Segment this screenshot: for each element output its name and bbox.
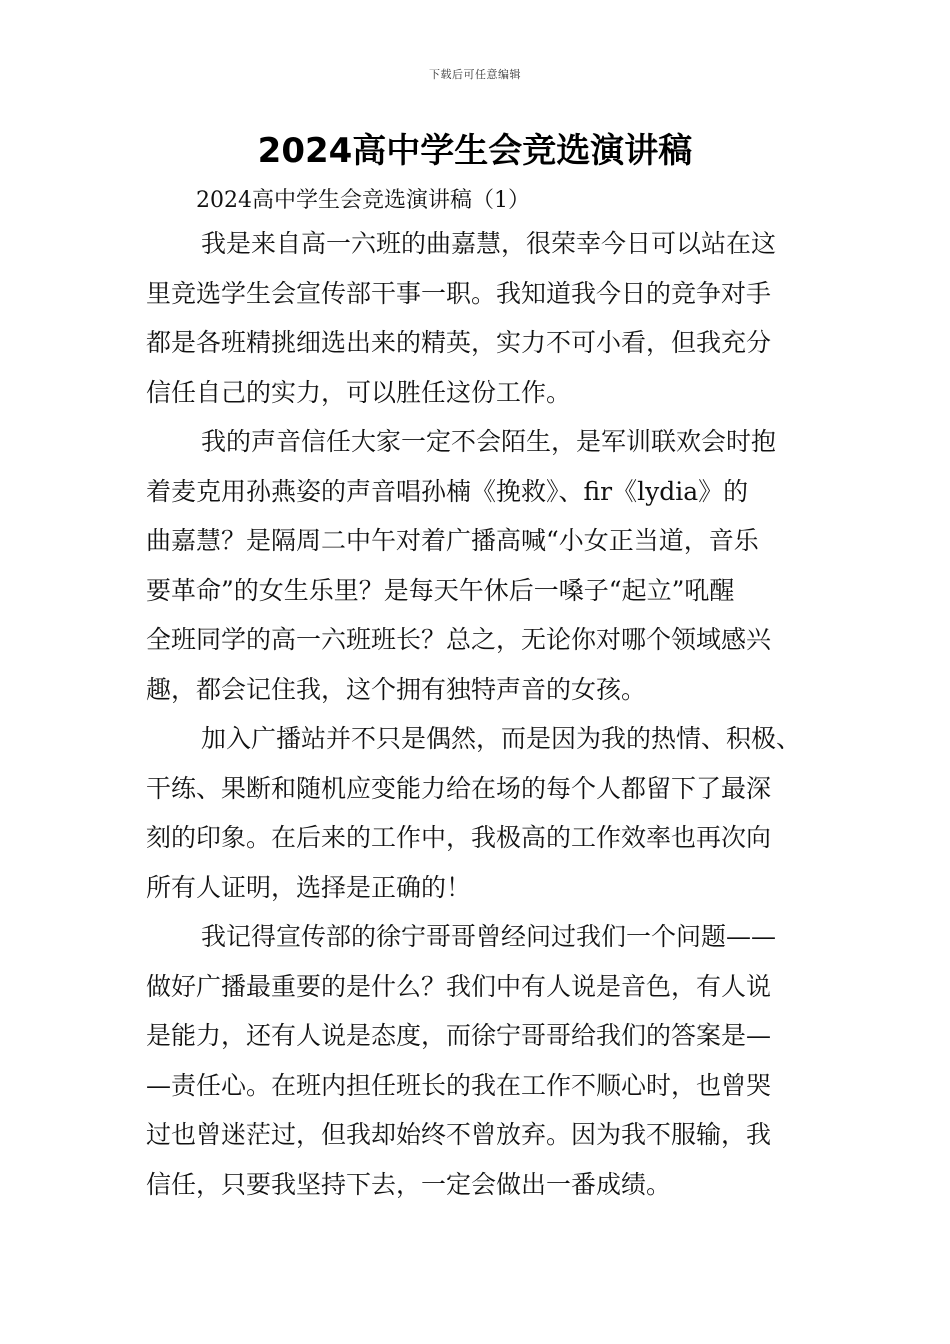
text-line: 做好广播最重要的是什么？我们中有人说是音色，有人说 [146, 971, 772, 1001]
document-title: 2024高中学生会竞选演讲稿 [257, 131, 693, 171]
paragraph-1 [146, 219, 808, 417]
text-line: 曲嘉慧？是隔周二中午对着广播高喊“小女正当道，音乐 [146, 526, 759, 555]
paragraph-2 [146, 417, 808, 714]
text-line: 过也曾迷茫过，但我却始终不曾放弃。因为我不服输，我 [146, 1120, 772, 1149]
text-line: 我的声音信任大家一定不会陌生，是军训联欢会时抱 [201, 427, 777, 456]
document-subtitle: 2024高中学生会竞选演讲稿（1） [196, 188, 530, 213]
text-line: 刻的印象。在后来的工作中，我极高的工作效率也再次向 [146, 823, 772, 852]
paragraph-4 [146, 912, 808, 1209]
text-line: 是能力，还有人说是态度，而徐宁哥哥给我们的答案是— [146, 1021, 772, 1050]
document-body [146, 186, 808, 1209]
text-line: 都是各班精挑细选出来的精英，实力不可小看，但我充分 [146, 328, 772, 357]
text-line: 我记得宣传部的徐宁哥哥曾经问过我们一个问题—— [201, 922, 777, 951]
text-line: 所有人证明，选择是正确的！ [146, 872, 472, 902]
text-line: 干练、果断和随机应变能力给在场的每个人都留下了最深 [146, 773, 772, 803]
text-line: 加入广播站并不只是偶然，而是因为我的热情、积极、 [201, 724, 802, 753]
text-line: 里竞选学生会宣传部干事一职。我知道我今日的竞争对手 [146, 278, 772, 308]
text-line: 趣，都会记住我，这个拥有独特声音的女孩。 [146, 674, 647, 704]
text-line: 要革命”的女生乐里？是每天午休后一嗓子“起立”吼醒 [146, 575, 735, 605]
text-line: 着麦克用孙燕姿的声音唱孙楠《挽救》、fir《lydia》的 [146, 476, 749, 506]
text-line: 信任，只要我坚持下去，一定会做出一番成绩。 [146, 1169, 672, 1199]
paragraph-3 [146, 714, 808, 912]
text-line: 全班同学的高一六班班长？总之，无论你对哪个领域感兴 [146, 625, 772, 654]
text-line: 信任自己的实力，可以胜任这份工作。 [146, 377, 572, 407]
header-note: 下载后可任意编辑 [429, 68, 521, 81]
text-line: —责任心。在班内担任班长的我在工作不顺心时，也曾哭 [146, 1070, 772, 1100]
text-line: 我是来自高一六班的曲嘉慧，很荣幸今日可以站在这 [201, 229, 777, 258]
